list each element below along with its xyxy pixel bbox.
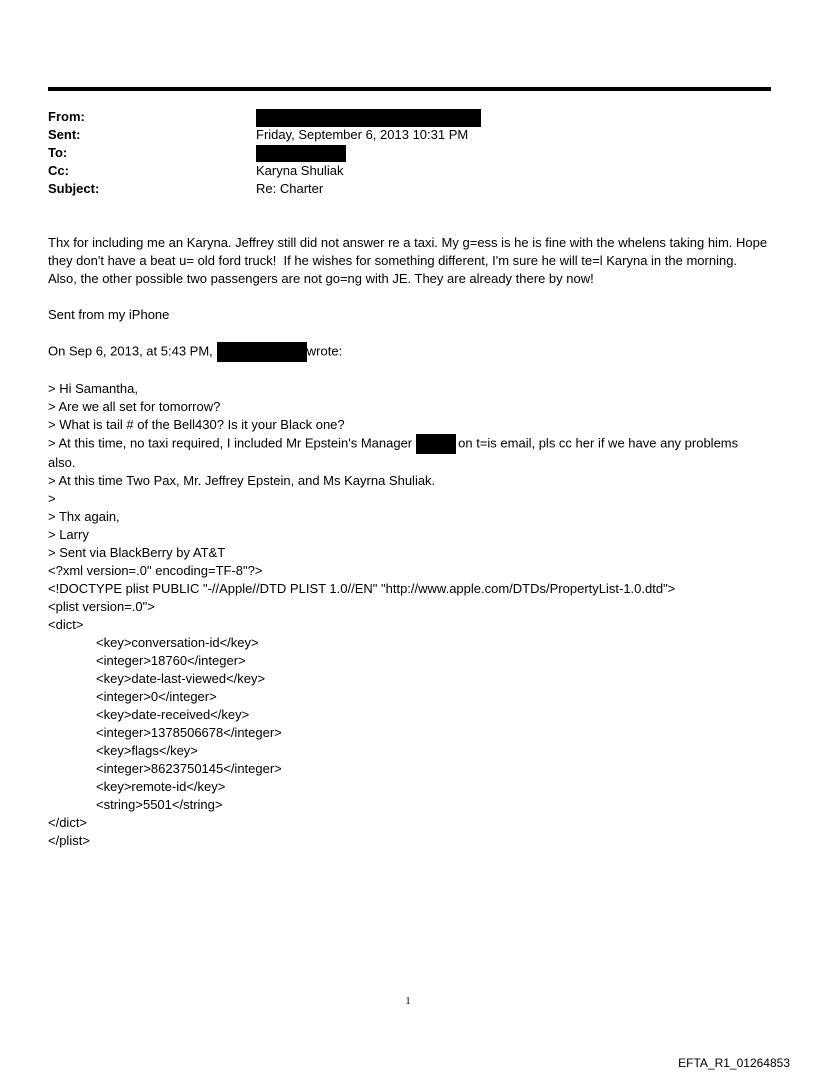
quote-line: > What is tail # of the Bell430? Is it your Black one? <box>48 417 345 432</box>
quote-line: > Larry <box>48 527 89 542</box>
plist-entry: <key>conversation-id</key> <box>96 635 259 650</box>
quote-line: > At this time Two Pax, Mr. Jeffrey Epstein, and Ms Kayrna Shuliak. <box>48 473 436 488</box>
page-number: 1 <box>405 995 411 1007</box>
quote-line: > Are we all set for tomorrow? <box>48 399 221 414</box>
plist-entry: <key>date-last-viewed</key> <box>96 671 266 686</box>
quote-line-manager <box>48 434 768 454</box>
quote-manager-text-2: on t=is email, pls cc her if we have any problems <box>458 435 739 451</box>
plist-entry: <integer>0</integer> <box>96 689 217 704</box>
plist-line: <plist version=.0"> <box>48 599 155 614</box>
plist-entry: <integer>18760</integer> <box>96 653 246 668</box>
quote-line: > Hi Samantha, <box>48 381 138 396</box>
to-label: To: <box>48 145 68 160</box>
header-rule <box>48 87 771 91</box>
quote-intro-wrote: wrote: <box>306 343 343 359</box>
document-id: EFTA_R1_01264853 <box>678 1056 790 1070</box>
plist-entry: <key>date-received</key> <box>96 707 250 722</box>
plist-line: <dict> <box>48 617 84 632</box>
quote-line: > Sent via BlackBerry by AT&T <box>48 545 226 560</box>
plist-line: <?xml version=.0" encoding=TF-8"?> <box>48 563 263 578</box>
quote-line: also. <box>48 455 76 470</box>
quote-line: > Thx again, <box>48 509 120 524</box>
redaction-box <box>256 145 346 162</box>
from-label: From: <box>48 109 85 124</box>
cc-value: Karyna Shuliak <box>256 163 344 178</box>
email-body <box>48 234 771 850</box>
signature: Sent from my iPhone <box>48 307 170 322</box>
sent-label: Sent: <box>48 127 81 142</box>
redaction-box <box>217 342 307 362</box>
plist-entry: <integer>1378506678</integer> <box>96 725 282 740</box>
to-value <box>256 144 346 162</box>
plist-line: </dict> <box>48 815 88 830</box>
message-paragraph: Thx for including me an Karyna. Jeffrey still did not answer re a taxi. My g=ess is he is fine with the whelens taking him. Hope they don't have a beat u= old ford truck! If he wishes for something different, I'm sure he will te=l Karyna in the morning. Also, the other possible two passengers are not go=ng with JE. They are already there by now! <box>48 235 771 286</box>
plist-entry: <key>flags</key> <box>96 743 198 758</box>
quote-intro-date: On Sep 6, 2013, at 5:43 PM, <box>48 343 213 359</box>
sent-value: Friday, September 6, 2013 10:31 PM <box>256 127 469 142</box>
quote-intro <box>48 342 768 362</box>
plist-entry: <key>remote-id</key> <box>96 779 226 794</box>
redaction-box <box>256 109 481 127</box>
plist-entry: <integer>8623750145</integer> <box>96 761 282 776</box>
cc-label: Cc: <box>48 163 69 178</box>
quote-line: > <box>48 491 56 506</box>
from-value <box>256 108 481 127</box>
plist-line: </plist> <box>48 833 90 848</box>
quote-manager-text: > At this time, no taxi required, I included Mr Epstein's Manager <box>48 435 413 451</box>
redaction-box <box>416 434 456 454</box>
subject-value: Re: Charter <box>256 181 324 196</box>
subject-label: Subject: <box>48 181 100 196</box>
plist-line: <!DOCTYPE plist PUBLIC "-//Apple//DTD PLIST 1.0//EN" "http://www.apple.com/DTDs/PropertyList-1.0.dtd"> <box>48 581 676 596</box>
plist-entry: <string>5501</string> <box>96 797 223 812</box>
